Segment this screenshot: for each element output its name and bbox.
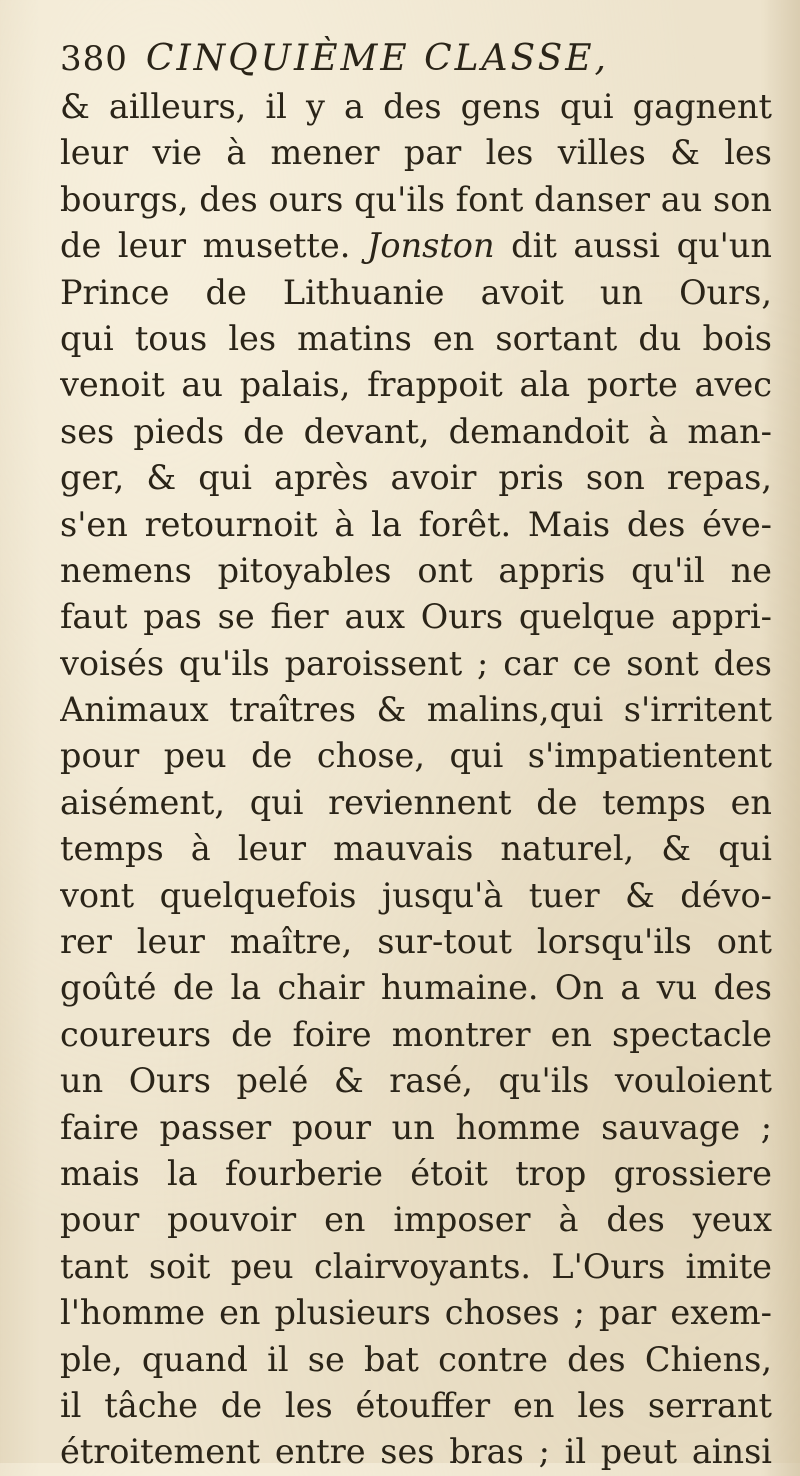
text-line: venoit au palais, frappoit ala porte avec xyxy=(60,365,772,405)
running-title: CINQUIÈME CLASSE, xyxy=(145,38,609,79)
text-line: pour pouvoir en imposer à des yeux xyxy=(60,1200,772,1240)
text-line: faire passer pour un homme sauvage ; xyxy=(60,1107,772,1147)
text-line: & ailleurs, il y a des gens qui gagnent xyxy=(60,87,772,126)
text-line: rer leur maître, sur-tout lorsqu'ils ont xyxy=(60,922,772,962)
text-line: Animaux traîtres & malins,qui s'irritent xyxy=(60,690,772,730)
text-line: vont quelquefois jusqu'à tuer & dévo- xyxy=(60,875,772,915)
page-number: 380 xyxy=(60,39,128,79)
text-line: l'homme en plusieurs choses ; par exem- xyxy=(60,1293,772,1333)
text-line: un Ours pelé & rasé, qu'ils vouloient xyxy=(60,1061,772,1101)
body-text xyxy=(60,84,772,1476)
text-line: coureurs de foire montrer en spectacle xyxy=(60,1014,772,1054)
text-line: pour peu de chose, qui s'impatientent xyxy=(60,736,772,776)
text-line: qui tous les matins en sortant du bois xyxy=(60,318,772,358)
text-line: goûté de la chair humaine. On a vu des xyxy=(60,968,772,1008)
text-line: temps à leur mauvais naturel, & qui xyxy=(60,829,772,869)
text-line: faut pas se fier aux Ours quelque appri- xyxy=(60,597,772,637)
text-line: ple, quand il se bat contre des Chiens, xyxy=(60,1339,772,1379)
text-line: voisés qu'ils paroissent ; car ce sont des xyxy=(60,643,772,683)
author-name: Jonston xyxy=(366,226,495,266)
text-line: ses pieds de devant, demandoit à man- xyxy=(60,411,772,451)
text-line-with-author xyxy=(60,223,772,269)
text-line: ger, & qui après avoir pris son repas, xyxy=(60,458,772,498)
text-segment: de leur musette. xyxy=(60,226,351,266)
text-line: mais la fourberie étoit trop grossiere xyxy=(60,1153,772,1193)
text-line: leur vie à mener par les villes & les xyxy=(60,133,772,173)
text-line: aisément, qui reviennent de temps en xyxy=(60,782,772,822)
text-line: étroitement entre ses bras ; il peut ainsi xyxy=(60,1432,772,1472)
text-line: nemens pitoyables ont appris qu'il ne xyxy=(60,550,772,590)
text-segment: dit aussi qu'un xyxy=(511,226,772,266)
text-line: tant soit peu clairvoyants. L'Ours imite xyxy=(60,1246,772,1286)
running-head xyxy=(60,38,760,88)
text-line: s'en retournoit à la forêt. Mais des éve- xyxy=(60,504,772,544)
text-line: bourgs, des ours qu'ils font danser au son xyxy=(60,179,772,219)
text-line: Prince de Lithuanie avoit un Ours, xyxy=(60,272,772,312)
text-line: il tâche de les étouffer en les serrant xyxy=(60,1385,772,1425)
